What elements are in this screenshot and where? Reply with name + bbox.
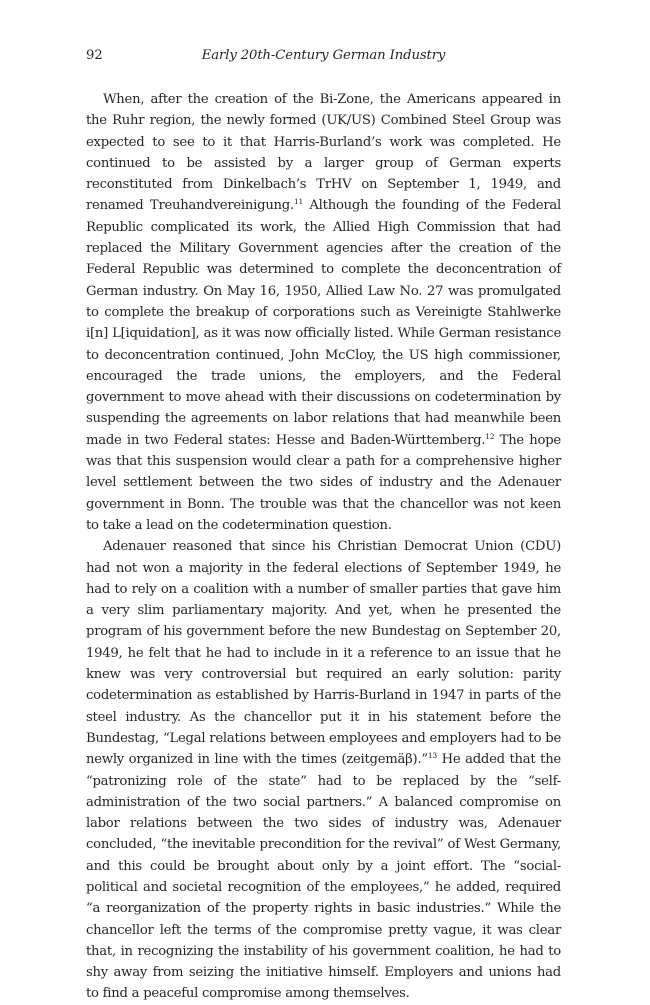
paragraph-1 (86, 89, 561, 536)
paragraph-2 (86, 536, 561, 1005)
footnote-ref-12: 12 (485, 431, 495, 441)
page-number: 92 (86, 48, 103, 63)
paragraph-2-text-a: Adenauer reasoned that since his Christian Democrat Union (CDU) had not won a majority in the federal elections of September 1949, he had to rely on a coalition with a number of smaller parties that gave him a very slim parliamentary majority. And yet, when he presented the program of his government before the new Bundestag on September 20, 1949, he felt that he had to include in it a reference to an issue that he knew was very controversial but required an early solution: parity codetermination as established by Harris-Burland in 1947 in parts of the steel industry. As the chancellor put it in his statement before the Bundestag, “Legal relations between employees and employers had to be newly organized in line with the times (zeitgemäβ).” (86, 539, 561, 768)
paragraph-1-text-c: The hope was that this suspension would clear a path for a comprehensive higher level settlement between the two sides of industry and the Adenauer government in Bonn. The trouble was that the chancellor was not keen to take a lead on the codetermination question. (86, 432, 561, 533)
paragraph-2-text-b: He added that the “patronizing role of the state” had to be replaced by the “self-administration of the two social partners.” A balanced compromise on labor relations between the two sides of industry was, Adenauer concluded, “the inevitable precondition for the revival” of West Germany, and this could be brought about only by a joint effort. The “social-political and societal recognition of the employees,” he added, required “a reorganization of the property rights in basic industries.” While the chancellor left the terms of the compromise pretty vague, it was clear that, in recognizing the instability of his government coalition, he had to shy away from seizing the initiative himself. Employers and unions had to find a peaceful compromise among themselves. (86, 752, 561, 1002)
running-head (86, 46, 561, 66)
footnote-ref-13: 13 (427, 751, 437, 761)
running-title: Early 20th-Century German Industry (201, 48, 446, 63)
paragraph-1-text-b: Although the founding of the Federal Republic complicated its work, the Allied High Commission that had replaced the Military Government agencies after the creation of the Federal Republic was determined to complete the deconcentration of German industry. On May 16, 1950, Allied Law No. 27 was promulgated to complete the breakup of corporations such as Vereinigte Stahlwerke i[n] L[iquidation], as it was now officially listed. While German resistance to deconcentration continued, John McCloy, the US high commissioner, encouraged the trade unions, the employers, and the Federal government to move ahead with their discussions on codetermination by suspending the agreements on labor relations that had meanwhile been made in two Federal states: Hesse and Baden-Württemberg. (86, 198, 561, 448)
paragraph-1-text-a: When, after the creation of the Bi-Zone, the Americans appeared in the Ruhr region, the newly formed (UK/US) Combined Steel Group was expected to see to it that Harris-Burland’s work was completed. He continued to be assisted by a larger group of German experts reconstituted from Dinkelbach’s TrHV on September 1, 1949, and renamed Treuhandvereinigung. (86, 92, 561, 214)
body-text (86, 89, 561, 1005)
footnote-ref-11: 11 (293, 197, 303, 207)
